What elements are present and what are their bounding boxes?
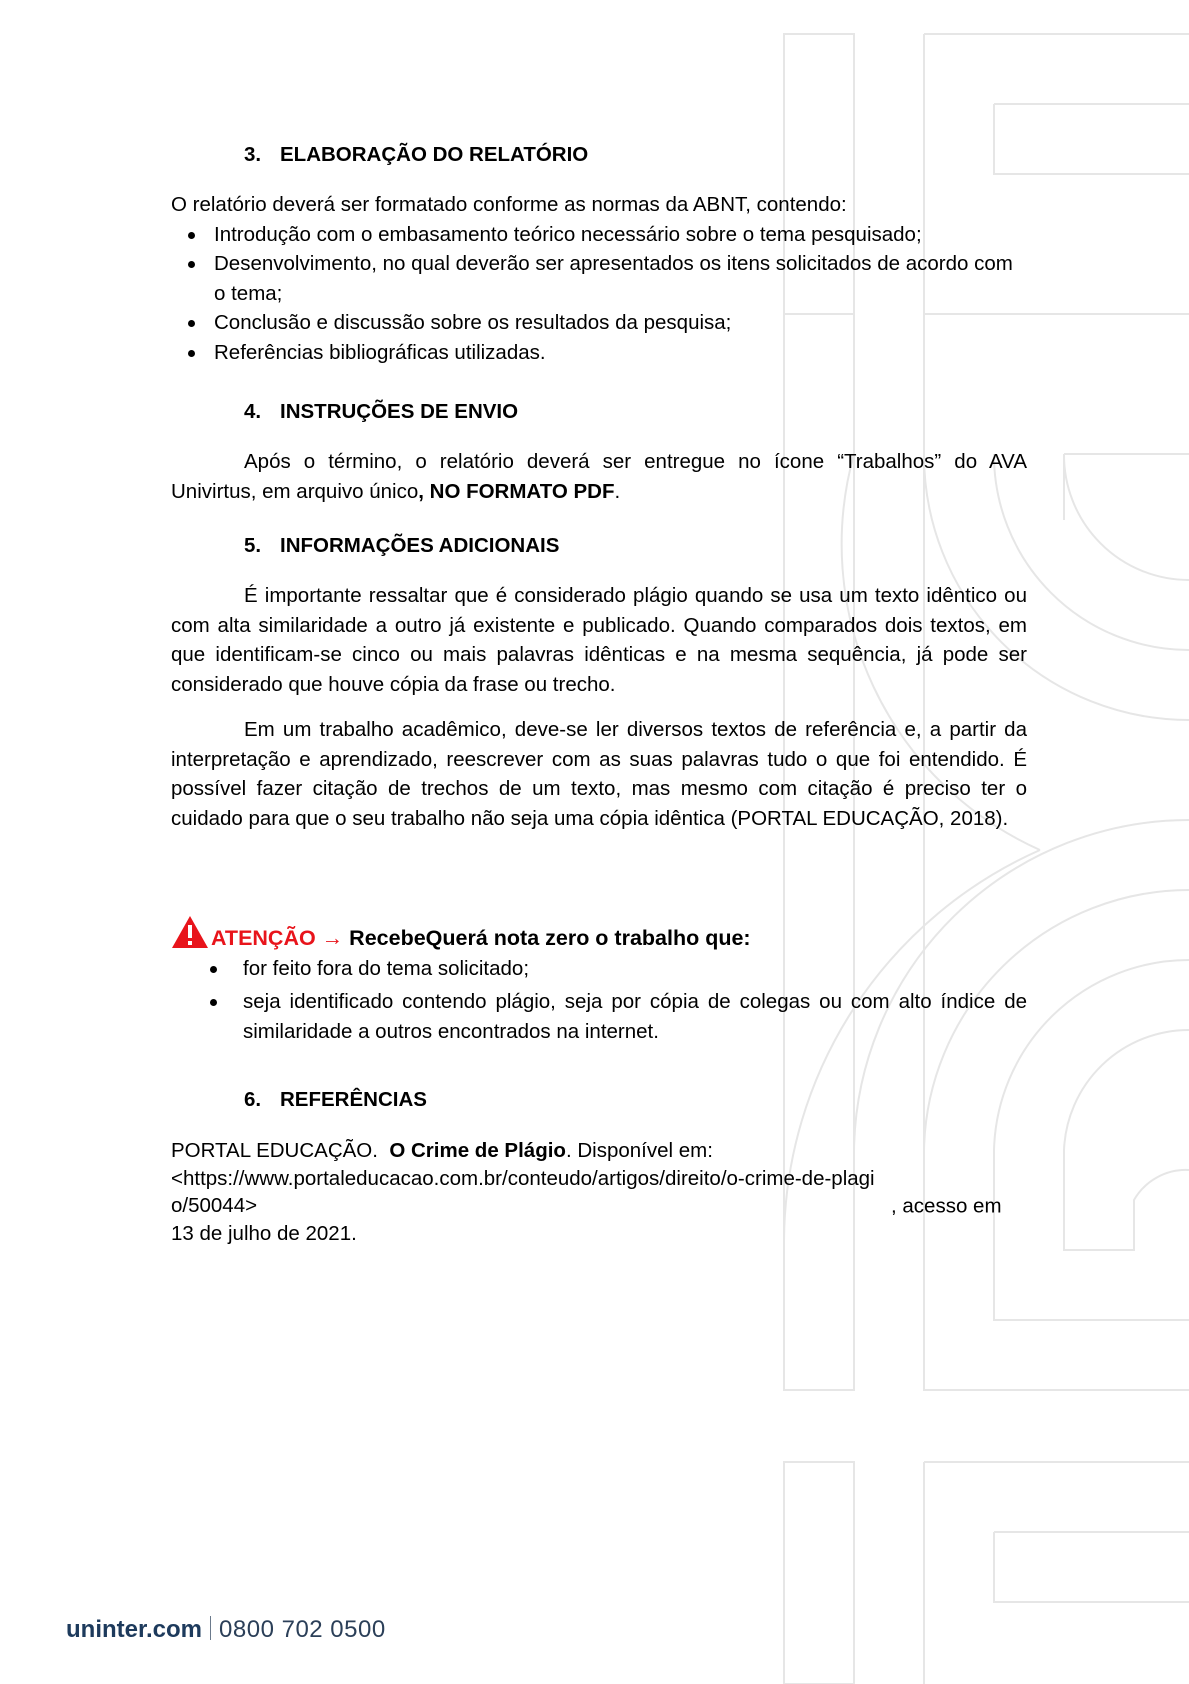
intro-text: O relatório deverá ser formatado conforme as normas da ABNT, contendo: [171, 193, 847, 216]
section-3-body [171, 190, 1027, 367]
list-item: Conclusão e discussão sobre os resultados da pesquisa; [171, 308, 1027, 338]
attention-block: ATENÇÃO → RecebeQuerá nota zero o trabalho que: for feito fora do tema solicitado; seja identificado contendo plágio, seja por cópia de colegas ou com alto índice de similaridade a outros encontrados na internet. [171, 915, 1027, 1046]
attention-text: RecebeQuerá nota zero o trabalho que: [349, 926, 751, 950]
section-5-heading: 5. INFORMAÇÕES ADICIONAIS [244, 534, 560, 557]
list-item: seja identificado contendo plágio, seja por cópia de colegas ou com alto índice de similaridade a outros encontrados na internet. [171, 987, 1027, 1046]
section-5-body [171, 581, 1027, 833]
divider [210, 1616, 211, 1640]
paragraph: É importante ressaltar que é considerado plágio quando se usa um texto idêntico ou com alta similaridade a outro já existente e publicado. Quando comparados dois textos, em que identificam-se cinco ou mais palavras idênticas e na mesma sequência, já pode ser considerado que houve cópia da frase ou trecho. [171, 584, 1027, 696]
section-6-heading: 6. REFERÊNCIAS [244, 1088, 427, 1111]
footer-phone: 0800 702 0500 [219, 1616, 386, 1643]
footer [66, 1616, 386, 1644]
reference-entry: PORTAL EDUCAÇÃO. O Crime de Plágio. Disponível em: <https://www.portaleducacao.com.br/conteudo/artigos/direito/o-crime-de-plagio/50044> , acesso em 13 de julho de 2021. [171, 1139, 1002, 1245]
list-item: for feito fora do tema solicitado; [171, 954, 1027, 984]
paragraph: Em um trabalho acadêmico, deve-se ler diversos textos de referência e, a partir da interpretação e aprendizado, reescrever com as suas palavras tudo o que foi entendido. É possível fazer citação de trechos de um texto, mas mesmo com citação é preciso ter o cuidado para que o seu trabalho não seja uma cópia idêntica (PORTAL EDUCAÇÃO, 2018). [171, 718, 1027, 830]
list-item: Desenvolvimento, no qual deverão ser apresentados os itens solicitados de acordo com o tema; [171, 249, 1027, 308]
section-4-body: Após o término, o relatório deverá ser entregue no ícone “Trabalhos” do AVA Univirtus, em arquivo único, NO FORMATO PDF. [171, 450, 1027, 503]
list-item: Introdução com o embasamento teórico necessário sobre o tema pesquisado; [171, 220, 1027, 250]
warning-triangle-icon [171, 915, 209, 949]
list-item: Referências bibliográficas utilizadas. [171, 338, 1027, 368]
reference-url[interactable]: <https://www.portaleducacao.com.br/conteudo/artigos/direito/o-crime-de-plagio/50044> [171, 1166, 875, 1217]
footer-site[interactable]: uninter.com [66, 1616, 203, 1643]
section-3-heading: 3. ELABORAÇÃO DO RELATÓRIO [244, 143, 589, 166]
section-4-heading: 4. INSTRUÇÕES DE ENVIO [244, 400, 519, 423]
